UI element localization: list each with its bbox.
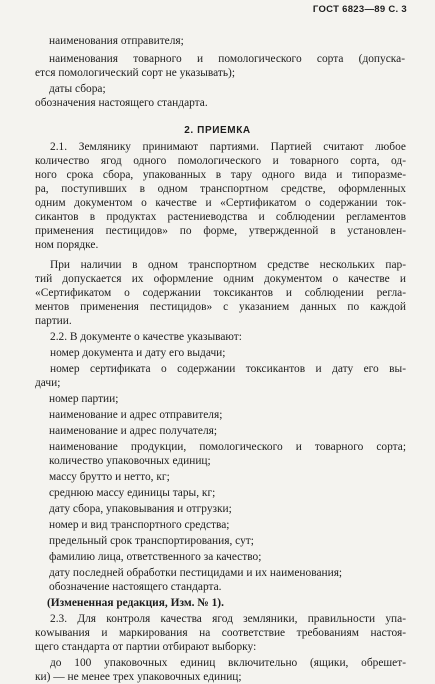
text-line: ра, поступивших в одном транспортном средстве, оформленных <box>35 183 406 195</box>
text-line: среднюю массу единицы тары, кг; <box>49 487 216 499</box>
text-line: наименование и адрес получателя; <box>49 425 218 437</box>
text-line: «Сертификатом о содержании токсикантов и соблюдении регла- <box>35 287 406 299</box>
text-line: ки) — не менее трех упаковочных единиц; <box>35 671 242 683</box>
text-line: массу брутто и нетто, кг; <box>49 471 170 483</box>
text-line: количество ягод одного помологического и товарного сорта, од- <box>35 155 406 167</box>
text-line: дату сбора, упаковывания и отгрузки; <box>49 503 232 515</box>
text-line: до 100 упаковочных единиц включительно (ящики, обрешет- <box>50 657 406 669</box>
text-line: дачи; <box>35 377 61 389</box>
text-line: одним документом о качестве и «Сертификатом о содержании ток- <box>35 197 406 209</box>
text-line: щего стандарта от партии отбирают выборку: <box>35 641 257 653</box>
text-line: наименования товарного и помологического сорта (допуска- <box>49 53 405 65</box>
text-line: При наличии в одном транспортном средстве нескольких пар- <box>50 259 406 271</box>
text-line: сикантов в продуктах растениеводства и соблюдении регламентов <box>35 211 406 223</box>
text-line: применения пестицидов» по форме, утвержденной в установлен- <box>35 225 406 237</box>
text-line: ментов применения пестицидов» с указанием данных по каждой <box>35 301 406 313</box>
text-line: даты сбора; <box>49 83 106 95</box>
text-line: наименование продукции, помологического и товарного сорта; <box>49 441 406 453</box>
amendment-note: (Измененная редакция, Изм. № 1). <box>47 597 224 609</box>
text-line: номер и вид транспортного средства; <box>49 519 230 531</box>
section-heading: 2. ПРИЕМКА <box>184 125 251 136</box>
text-line: номер сертификата о содержании токсикантов и дату его вы- <box>50 363 406 375</box>
text-line: наименования отправителя; <box>49 35 184 47</box>
text-line: наименование и адрес отправителя; <box>49 409 223 421</box>
text-line: количество упаковочных единиц; <box>49 455 211 467</box>
text-line: обозначение настоящего стандарта. <box>49 581 222 593</box>
text-line: 2.3. Для контроля качества ягод земляники, правильности упа- <box>50 613 406 625</box>
text-line: ется помологический сорт не указывать); <box>35 67 235 79</box>
text-line: дату последней обработки пестицидами и их наименования; <box>49 567 343 579</box>
text-line: предельный срок транспортирования, сут; <box>49 535 254 547</box>
text-line: номер документа и дату его выдачи; <box>50 347 226 359</box>
text-line: обозначения настоящего стандарта. <box>35 97 208 109</box>
text-line: 2.2. В документе о качестве указывают: <box>50 331 242 343</box>
text-line: ного срока сбора, упакованных в тару одного вида и типоразме- <box>35 169 406 181</box>
text-line: ном порядке. <box>35 239 99 251</box>
page-header: ГОСТ 6823—89 С. 3 <box>312 4 407 15</box>
text-line: кowывания и маркирования на соответствие требованиям настоя- <box>35 627 406 639</box>
text-line: номер партии; <box>49 393 119 405</box>
text-line: партии. <box>35 315 72 327</box>
text-line: тий допускается их оформление одним документом о качестве и <box>35 273 406 285</box>
text-line: 2.1. Землянику принимают партиями. Партией считают любое <box>50 141 406 153</box>
text-line: фамилию лица, ответственного за качество; <box>49 551 262 563</box>
